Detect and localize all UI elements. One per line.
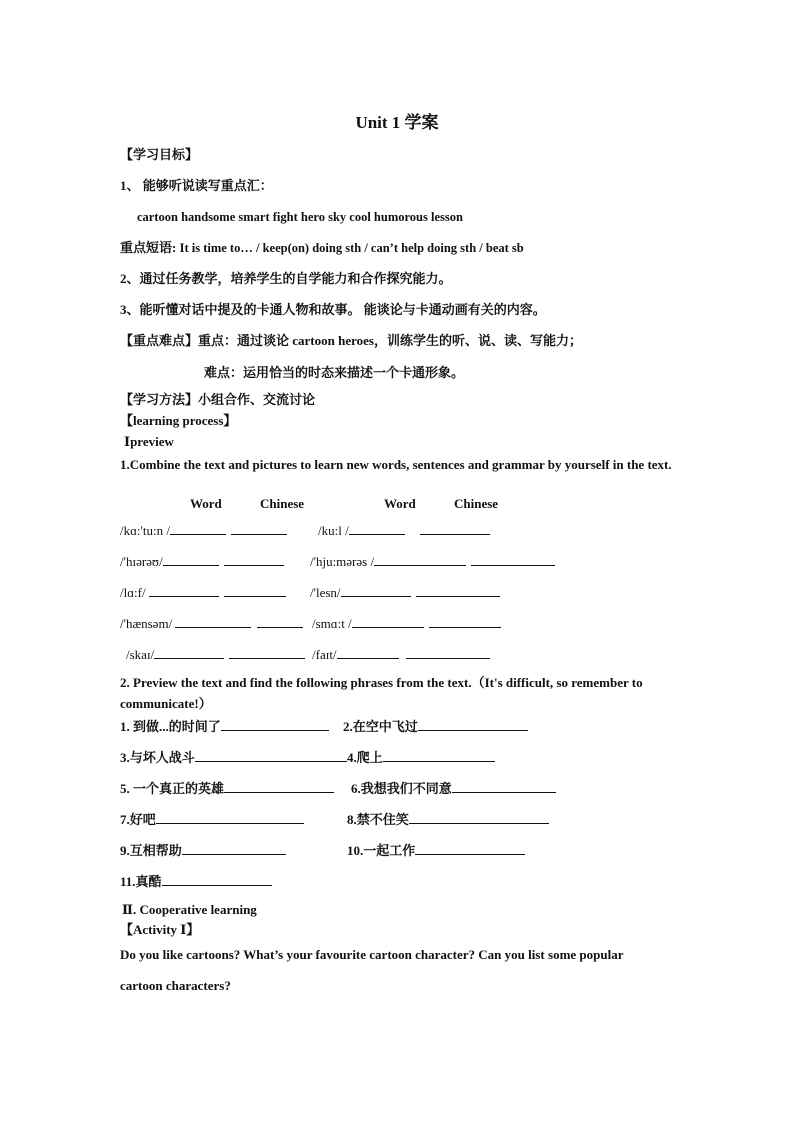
phrase-label: 5. 一个真正的英雄 [120,781,225,796]
blank-field[interactable] [409,810,549,824]
phonetic-row [120,552,284,571]
header-word-1: Word [190,496,222,511]
objective-2: 2、通过任务教学，培养学生的自学能力和合作探究能力。 [120,271,452,286]
blank-field[interactable] [352,614,424,628]
phonetic-row [120,614,303,633]
phonetic-word: /faɪt/ [312,647,337,662]
phrase-label: 11.真酷 [120,874,162,889]
activity-question-1: Do you like cartoons? What’s your favourite cartoon character? Can you list some popular [120,947,624,962]
phrase-label: 3.与坏人战斗 [120,750,195,765]
blank-field[interactable] [154,645,224,659]
blank-field[interactable] [416,583,500,597]
blank-field[interactable] [162,872,272,886]
method-text: 小组合作、交流讨论 [198,392,316,407]
header-chinese-1: Chinese [260,496,305,511]
blank-field[interactable] [337,645,399,659]
blank-field[interactable] [383,748,495,762]
blank-field[interactable] [349,521,405,535]
blank-field[interactable] [163,552,219,566]
blank-field[interactable] [224,552,284,566]
phonetic-row [120,521,287,540]
phonetic-row-right [312,614,501,633]
phonetic-row [126,645,305,664]
blank-field[interactable] [418,717,528,731]
process-heading: 【learning process】 [120,413,237,428]
blank-field[interactable] [149,583,219,597]
blank-field[interactable] [221,717,329,731]
phonetic-row [120,583,286,602]
blank-field[interactable] [195,748,347,762]
phrase-item [120,872,272,891]
phrase-item [120,748,347,767]
activity-heading: 【Activity Ⅰ】 [120,922,200,937]
phonetic-row-right [310,583,500,602]
phonetic-word: /skaɪ/ [126,647,155,662]
phrase-item [120,717,329,736]
phrase-item [347,841,525,860]
blank-field[interactable] [429,614,501,628]
blank-field[interactable] [231,521,287,535]
activity-question-2: cartoon characters? [120,978,231,993]
cooperative-heading: Ⅱ. Cooperative learning [122,902,257,917]
blank-field[interactable] [452,779,556,793]
phonetic-word: /kɑ:'tu:n / [120,523,170,538]
phrase-label: 10.一起工作 [347,843,416,858]
blank-field[interactable] [229,645,305,659]
blank-field[interactable] [175,614,251,628]
blank-field[interactable] [406,645,490,659]
blank-field[interactable] [170,521,226,535]
phrase-item [351,779,556,798]
objective-1: 1、 能够听说读写重点汇： [120,178,273,193]
blank-field[interactable] [182,841,286,855]
phrase-label: 6.我想我们不同意 [351,781,452,796]
phrase-label: 4.爬上 [347,750,383,765]
phrases-text: It is time to… / keep(on) doing sth / can’t help doing sth / beat sb [179,241,524,255]
method-line [120,391,315,409]
header-word-2: Word [384,496,416,511]
phrase-label: 1. 到做...的时间了 [120,719,221,734]
header-chinese-2: Chinese [454,496,499,511]
phrase-label: 8.禁不住笑 [347,812,409,827]
method-heading: 【学习方法】 [120,392,199,407]
phrase-item [120,810,304,829]
task-2: 2. Preview the text and find the following phrases from the text.（It's difficult, so remember to communicate!） [120,675,643,711]
word-table-header [0,496,794,514]
objectives-heading: 【学习目标】 [120,147,199,162]
phonetic-row-right [312,645,490,664]
phrases-label: 重点短语: [120,240,177,255]
preview-heading: Ⅰpreview [124,434,174,449]
blank-field[interactable] [420,521,490,535]
phrase-item [120,779,334,798]
phonetic-word: /lɑ:f/ [120,585,146,600]
blank-field[interactable] [156,810,304,824]
phonetic-word: /'hɪərəʊ/ [120,554,163,569]
blank-field[interactable] [415,841,525,855]
phrases-line [120,239,524,257]
phrase-item [347,748,495,767]
difficulty-line: 难点：运用恰当的时态来描述一个卡通形象。 [204,365,465,380]
phrase-item [347,810,549,829]
phonetic-word: /smɑ:t / [312,616,352,631]
phonetic-word: /ku:l / [318,523,349,538]
blank-field[interactable] [224,583,286,597]
blank-field[interactable] [257,614,303,628]
phrase-label: 7.好吧 [120,812,156,827]
blank-field[interactable] [224,779,334,793]
blank-field[interactable] [341,583,411,597]
phonetic-row-right [318,521,490,540]
blank-field[interactable] [374,552,466,566]
phonetic-word: /'hænsəm/ [120,616,173,631]
task-1: 1.Combine the text and pictures to learn new words, sentences and grammar by yourself in the text. [120,457,672,472]
keypoints-line: 【重点难点】重点：通过谈论 cartoon heroes，训练学生的听、说、读、写能力； [120,333,582,348]
objective-3: 3、能听懂对话中提及的卡通人物和故事。 能谈论与卡通动画有关的内容。 [120,302,546,317]
page-title: Unit 1 学案 [355,113,439,132]
phonetic-word: /'lesn/ [310,585,341,600]
vocab-line: cartoon handsome smart fight hero sky cool humorous lesson [137,210,463,224]
phrase-label: 9.互相帮助 [120,843,182,858]
phrase-item [120,841,286,860]
blank-field[interactable] [471,552,555,566]
phonetic-word: /'hju:mərəs / [310,554,375,569]
phrase-item [343,717,528,736]
phonetic-row-right [310,552,555,571]
phrase-label: 2.在空中飞过 [343,719,418,734]
